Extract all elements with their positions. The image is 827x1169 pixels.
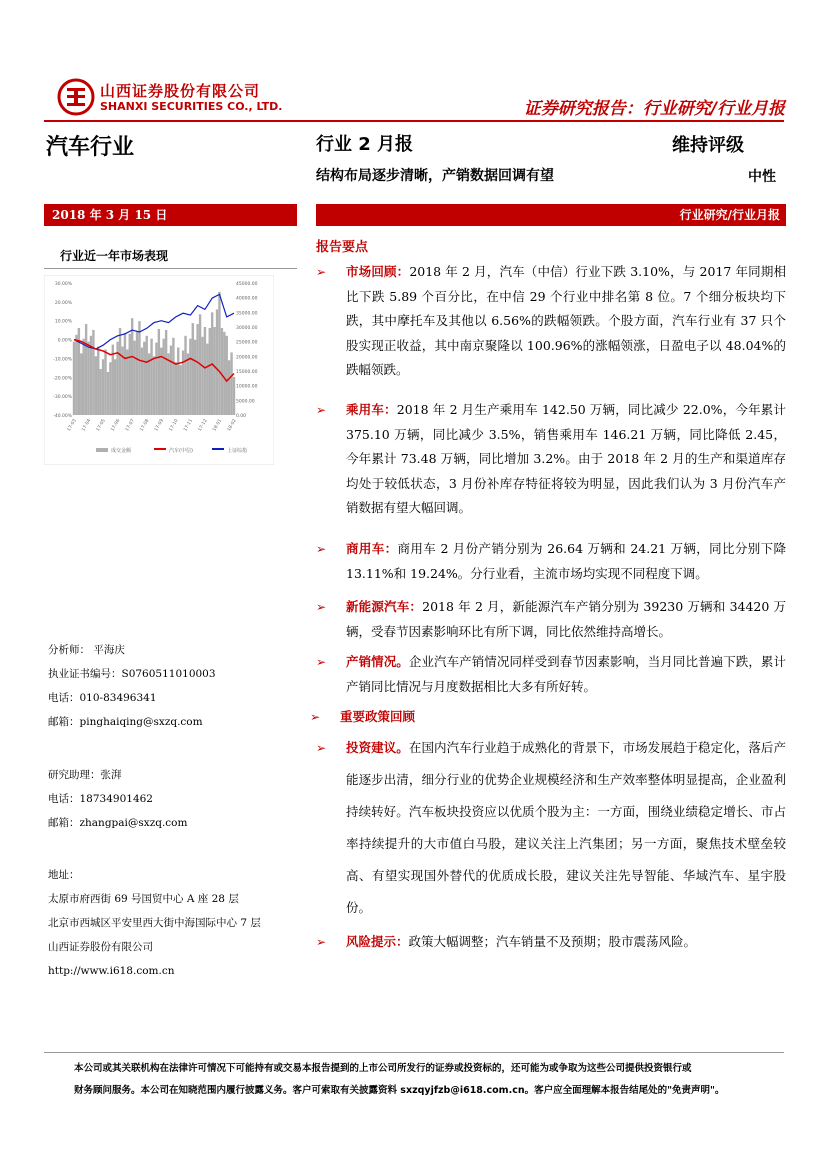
volume-bar — [179, 365, 181, 415]
y-right-tick-label: 30000.00 — [236, 326, 258, 331]
volume-bar — [150, 339, 152, 415]
volume-bar — [192, 323, 194, 415]
bullet-text: 2018 年 2 月，新能源汽车产销分别为 39230 万辆和 34420 万辆，受春节因素影响环比有所下调，同比依然维持高增长。 — [346, 599, 786, 639]
volume-bar — [189, 339, 191, 415]
y-right-tick-label: 40000.00 — [236, 296, 258, 302]
y-left-tick-label: -30.00% — [53, 395, 72, 401]
volume-bar — [216, 309, 218, 415]
arrow-icon: ➢ — [316, 403, 327, 417]
analyst-block — [48, 638, 298, 734]
x-tick-label: 17-07 — [125, 418, 136, 433]
volume-bar — [143, 342, 145, 415]
y-left-tick-label: 0.00% — [57, 338, 72, 344]
y-right-tick-label: 5000.00 — [236, 399, 255, 405]
arrow-icon: ➢ — [316, 265, 327, 279]
y-right-tick-label: 0.00 — [236, 414, 247, 419]
volume-bar — [223, 332, 225, 415]
x-tick-label: 17-03 — [66, 418, 78, 433]
volume-bar — [97, 347, 99, 415]
performance-divider — [44, 268, 297, 269]
volume-bar — [165, 330, 167, 415]
bullet-label: 商用车： — [346, 541, 398, 556]
y-right-tick-label: 35000.00 — [236, 311, 258, 317]
y-right-tick-label: 15000.00 — [236, 370, 258, 375]
assistant-phone: 电话：18734901462 — [48, 793, 153, 805]
industry-title: 汽车行业 — [46, 135, 135, 160]
y-left-tick-label: -40.00% — [53, 414, 72, 419]
bullet-label: 新能源汽车： — [346, 599, 423, 614]
arrow-icon: ➢ — [316, 935, 327, 949]
analyst-email[interactable]: 邮箱：pinghaiqing@sxzq.com — [48, 716, 203, 728]
x-tick-label: 17-12 — [197, 418, 209, 433]
analyst-phone: 电话：010-83496341 — [48, 692, 157, 704]
bullet-text: 企业汽车产销情况同样受到春节因素影响，当月同比普遍下跌，累计产销同比情况与月度数据相比大多有所好转。 — [346, 654, 786, 694]
volume-bar — [226, 336, 228, 415]
bullet-investment — [316, 732, 786, 924]
bullet-risk — [316, 930, 786, 955]
address-line1: 太原市府西街 69 号国贸中心 A 座 28 层 — [48, 893, 239, 905]
y-left-tick-label: -10.00% — [53, 357, 72, 363]
footer-divider — [44, 1052, 784, 1053]
bullet-text: 政策大幅调整；汽车销量不及预期；股市震荡风险。 — [408, 934, 697, 949]
company-url[interactable]: http://www.i618.com.cn — [48, 965, 175, 977]
bullet-text: 2018 年 2 月生产乘用车 142.50 万辆，同比减少 22.0%，今年累计 375.10 万辆，同比减少 3.5%，销售乘用车 146.21 万辆，同比降低 2.45，今年累计 73.48 万辆，同比增加 3.2%。由于 2018 年 2 月的生产和渠道库存均处于较低状态，3 月份补库存特征将较为明显，因此我们认为 3 月份汽车产销数据有望大幅回调。 — [346, 402, 786, 515]
x-tick-label: 17-05 — [95, 418, 107, 433]
address-company: 山西证券股份有限公司 — [48, 941, 153, 953]
section-title: 报告要点 — [316, 240, 369, 255]
legend-swatch — [96, 448, 108, 452]
market-performance-chart — [44, 275, 274, 465]
volume-bar — [187, 353, 189, 415]
assistant-block — [48, 763, 298, 835]
volume-bar — [85, 324, 87, 415]
volume-bar — [92, 330, 94, 415]
disclaimer-line2: 财务顾问服务。本公司在知晓范围内履行披露义务。客户可索取有关披露资料 sxzqyjfzb@i618.com.cn。客户应全面理解本报告结尾处的"免责声明"。 — [74, 1085, 725, 1096]
volume-bar — [124, 333, 126, 415]
category-bar: 行业研究/行业月报 — [316, 204, 786, 226]
address-line2: 北京市西城区平安里西大街中海国际中心 7 层 — [48, 917, 261, 929]
header-divider — [44, 120, 784, 122]
address-block — [48, 863, 298, 983]
volume-bar — [99, 369, 101, 415]
volume-bar — [194, 340, 196, 415]
bullet-text: 2018 年 2 月，汽车（中信）行业下跌 3.10%，与 2017 年同期相比下跌 5.89 个百分比，在中信 29 个行业中排名第 8 位。7 个细分板块均下跌，其中摩托车及其他以 6.56%的跌幅领跌。个股方面，汽车行业有 37 只个股实现正收益，其中南京聚隆以 100.96%的涨幅领涨，日盈电子以 48.04%的跌幅领跌。 — [346, 264, 786, 377]
legend-label: 上证综指 — [227, 448, 248, 454]
volume-bar — [95, 356, 97, 415]
volume-bar — [196, 324, 198, 415]
volume-bar — [102, 359, 104, 415]
volume-bar — [131, 318, 133, 415]
volume-bar — [109, 362, 111, 415]
bullet-label: 产销情况。 — [346, 654, 409, 669]
company-name-en: SHANXI SECURITIES CO., LTD. — [100, 100, 283, 113]
disclaimer-line1: 本公司或其关联机构在法律许可情况下可能持有或交易本报告提到的上市公司所发行的证券或投资标的，还可能为或争取为这些公司提供投资银行或 — [74, 1063, 692, 1074]
x-tick-label: 17-11 — [183, 418, 195, 433]
analyst-name: 分析师： 平海庆 — [48, 644, 125, 656]
arrow-icon: ➢ — [316, 600, 327, 614]
volume-bar — [80, 353, 82, 415]
x-tick-label: 17-06 — [110, 418, 122, 433]
volume-bar — [184, 336, 186, 415]
x-tick-label: 17-04 — [81, 418, 93, 433]
bullet-text: 商用车 2 月份产销分别为 26.64 万辆和 24.21 万辆，同比分别下降 13.11%和 19.24%。分行业看，主流市场均实现不同程度下调。 — [346, 541, 786, 581]
x-tick-label: 17-10 — [168, 418, 180, 433]
bullet-sales — [316, 650, 786, 699]
volume-bar — [126, 349, 128, 415]
x-tick-label: 18-02 — [226, 418, 238, 433]
arrow-icon: ➢ — [316, 542, 327, 556]
bullet-label: 乘用车： — [346, 402, 397, 417]
bullet-commercial-car — [316, 537, 786, 586]
legend-label: 成交金额 — [111, 448, 132, 454]
y-left-tick-label: 10.00% — [54, 319, 72, 325]
volume-bar — [230, 352, 232, 415]
volume-bar — [221, 328, 223, 415]
x-tick-label: 18-01 — [212, 418, 224, 433]
bullet-label: 风险提示： — [346, 934, 409, 949]
volume-bar — [75, 335, 77, 415]
volume-bar — [172, 338, 174, 415]
bullet-label: 投资建议。 — [346, 740, 409, 755]
volume-bar — [146, 336, 148, 415]
y-right-tick-label: 25000.00 — [236, 340, 258, 346]
volume-bar — [148, 353, 150, 415]
volume-bar — [112, 345, 114, 415]
volume-bar — [129, 334, 131, 415]
y-right-tick-label: 20000.00 — [236, 355, 258, 361]
disclaimer — [74, 1058, 774, 1102]
report-subtitle: 结构布局逐步清晰，产销数据回调有望 — [316, 168, 554, 184]
volume-bar — [82, 339, 84, 415]
volume-bar — [87, 342, 89, 415]
legend-swatch — [212, 448, 224, 450]
x-tick-label: 17-08 — [139, 418, 151, 433]
volume-bar — [104, 349, 106, 415]
volume-bar — [170, 346, 172, 415]
volume-bar — [228, 360, 230, 415]
arrow-icon: ➢ — [310, 710, 321, 724]
rating-value: 中性 — [748, 169, 776, 185]
x-tick-label: 17-09 — [154, 418, 166, 433]
legend-swatch — [154, 448, 166, 450]
volume-bar — [204, 327, 206, 415]
bullet-label: 市场回顾： — [346, 264, 410, 279]
bullet-policy — [310, 705, 780, 730]
volume-bar — [175, 362, 177, 415]
report-type: 行业 2 月报 — [316, 134, 414, 155]
y-right-tick-label: 10000.00 — [236, 384, 258, 390]
y-right-tick-label: 45000.00 — [236, 282, 258, 287]
bullet-label: 重要政策回顾 — [340, 709, 416, 724]
volume-bar — [133, 341, 135, 415]
volume-bar — [153, 356, 155, 415]
volume-bar — [158, 329, 160, 415]
volume-bar — [138, 321, 140, 415]
volume-bar — [218, 292, 220, 415]
volume-bar — [167, 353, 169, 415]
volume-bar — [114, 359, 116, 415]
volume-bar — [136, 331, 138, 415]
y-left-tick-label: 30.00% — [54, 282, 72, 287]
y-left-tick-label: 20.00% — [54, 300, 72, 306]
volume-bar — [206, 344, 208, 415]
performance-title: 行业近一年市场表现 — [60, 249, 169, 263]
volume-bar — [141, 348, 143, 415]
arrow-icon: ➢ — [316, 655, 327, 669]
address-label: 地址： — [48, 869, 80, 881]
y-left-tick-label: -20.00% — [53, 376, 72, 382]
volume-bar — [107, 372, 109, 415]
company-name-cn: 山西证券股份有限公司 — [100, 82, 261, 100]
volume-bar — [213, 327, 215, 415]
report-path: 证券研究报告：行业研究/行业月报 — [523, 99, 785, 119]
volume-bar — [162, 339, 164, 415]
analyst-license: 执业证书编号：S0760511010003 — [48, 668, 216, 680]
volume-bar — [233, 377, 235, 415]
volume-bar — [177, 348, 179, 415]
volume-bar — [119, 328, 121, 415]
volume-bar — [209, 328, 211, 415]
company-logo — [57, 78, 95, 116]
bullet-new-energy — [316, 595, 786, 644]
rating-label: 维持评级 — [672, 135, 744, 156]
volume-bar — [182, 350, 184, 415]
arrow-icon: ➢ — [316, 741, 327, 755]
volume-bar — [155, 343, 157, 415]
assistant-email[interactable]: 邮箱：zhangpai@sxzq.com — [48, 817, 188, 829]
volume-bar — [73, 342, 75, 415]
legend-label: 汽车(中信) — [169, 448, 193, 454]
bullet-text: 在国内汽车行业趋于成熟化的背景下，市场发展趋于稳定化，落后产能逐步出清，细分行业的优势企业规模经济和生产效率整体明显提高，企业盈利持续转好。汽车板块投资应以优质个股为主：一方面，围绕业绩稳定增长、市占率持续提升的大市值白马股，建议关注上汽集团；另一方面，聚焦技术壁垒较高、有望实现国外替代的优质成长股，建议关注先导智能、华域汽车、星宇股份。 — [346, 740, 786, 915]
report-date: 2018 年 3 月 15 日 — [44, 204, 297, 226]
bullet-market-review — [316, 260, 786, 383]
assistant-name: 研究助理：张湃 — [48, 769, 122, 781]
volume-bar — [201, 337, 203, 415]
bullet-passenger-car — [316, 398, 786, 521]
